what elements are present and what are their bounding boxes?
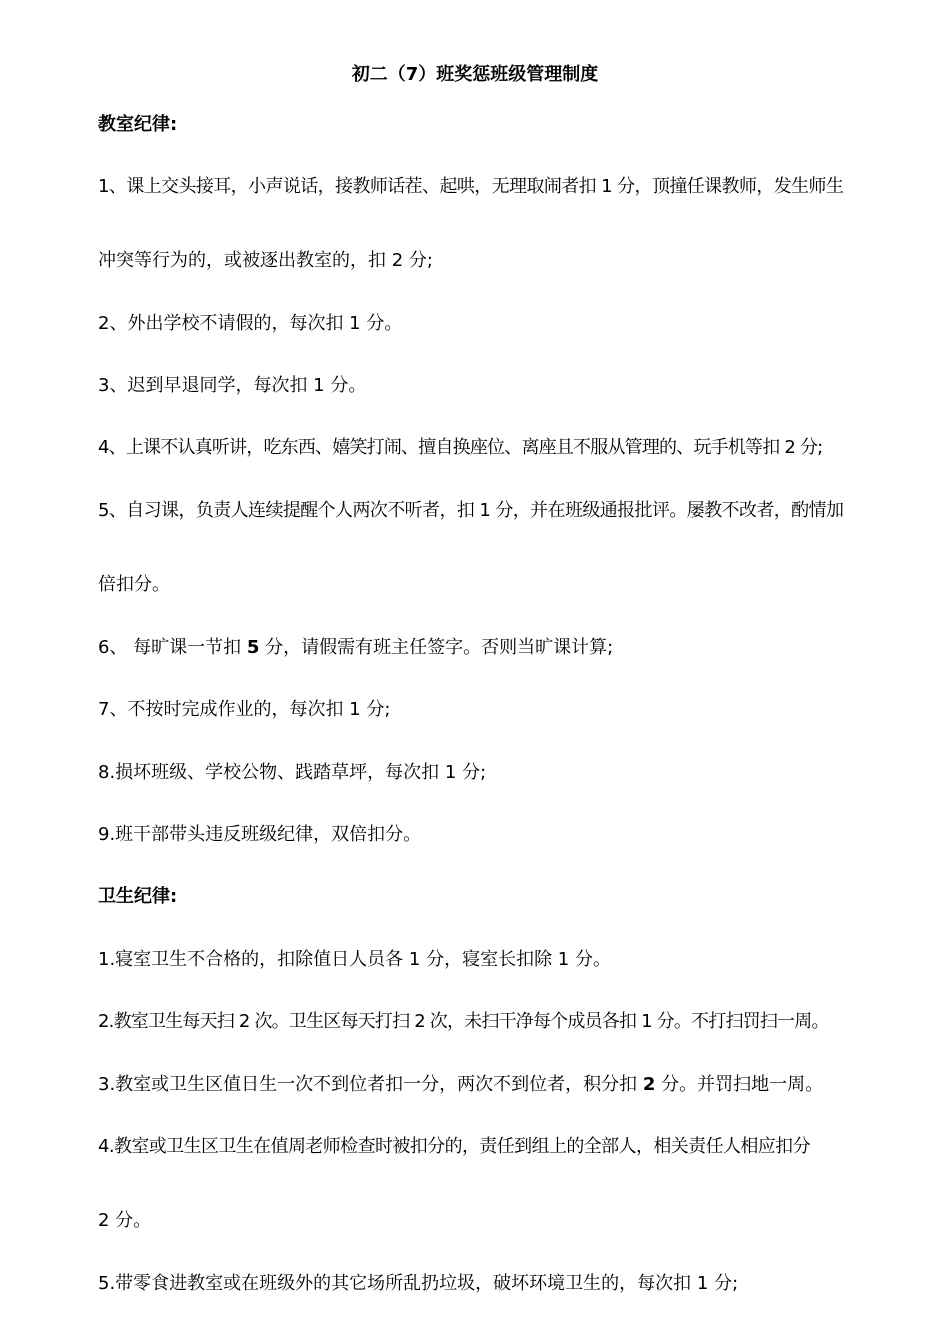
rule-6 bbox=[98, 636, 613, 660]
hygiene-rule-4-line-1: 4.教室或卫生区卫生在值周老师检查时被扣分的，责任到组上的全部人，相关责任人相应扣分 bbox=[98, 1136, 810, 1157]
section-heading-classroom: 教室纪律: bbox=[98, 114, 178, 135]
hygiene-rule-2: 2.教室卫生每天扫 2 次。卫生区每天打扫 2 次，未扫干净每个成员各扣 1 分。不打扫罚扫一周。 bbox=[98, 1011, 829, 1032]
hygiene-rule-5: 5.带零食进教室或在班级外的其它场所乱扔垃圾，破坏环境卫生的，每次扣 1 分; bbox=[98, 1273, 739, 1294]
hygiene-rule-3 bbox=[98, 1073, 823, 1097]
rule-4: 4、上课不认真听讲，吃东西、嬉笑打闹、擅自换座位、离座且不服从管理的、玩手机等扣 2 分; bbox=[98, 437, 823, 458]
rule-5-line-2: 倍扣分。 bbox=[98, 574, 170, 595]
rule-9: 9.班干部带头违反班级纪律，双倍扣分。 bbox=[98, 824, 422, 845]
rule-6-text-start: 6、 每旷课一节扣 bbox=[98, 637, 247, 658]
hygiene-rule-4-line-2: 2 分。 bbox=[98, 1210, 152, 1231]
document-title: 初二（7）班奖惩班级管理制度 bbox=[351, 64, 599, 85]
section-heading-hygiene: 卫生纪律: bbox=[98, 886, 178, 907]
rule-3: 3、迟到早退同学，每次扣 1 分。 bbox=[98, 375, 367, 396]
rule-1-line-1: 1、课上交头接耳，小声说话，接教师话茬、起哄，无理取闹者扣 1 分，顶撞任课教师，发生师生 bbox=[98, 176, 844, 197]
rule-6-number: 5 bbox=[246, 637, 260, 658]
hygiene-rule-3-text-start: 3.教室或卫生区值日生一次不到位者扣一分，两次不到位者，积分扣 bbox=[98, 1074, 643, 1095]
rule-1-line-2: 冲突等行为的，或被逐出教室的，扣 2 分; bbox=[98, 250, 433, 271]
rule-6-text-end: 分，请假需有班主任签字。否则当旷课计算; bbox=[259, 637, 614, 658]
rule-5-line-1: 5、自习课，负责人连续提醒个人两次不听者，扣 1 分，并在班级通报批评。屡教不改者，酌情加 bbox=[98, 500, 844, 521]
rule-2: 2、外出学校不请假的，每次扣 1 分。 bbox=[98, 313, 403, 334]
hygiene-rule-3-number: 2 bbox=[642, 1074, 656, 1095]
hygiene-rule-3-text-end: 分。并罚扫地一周。 bbox=[655, 1074, 824, 1095]
rule-8: 8.损坏班级、学校公物、践踏草坪，每次扣 1 分; bbox=[98, 762, 487, 783]
hygiene-rule-1: 1.寝室卫生不合格的，扣除值日人员各 1 分，寝室长扣除 1 分。 bbox=[98, 949, 611, 970]
rule-7: 7、不按时完成作业的，每次扣 1 分; bbox=[98, 699, 391, 720]
